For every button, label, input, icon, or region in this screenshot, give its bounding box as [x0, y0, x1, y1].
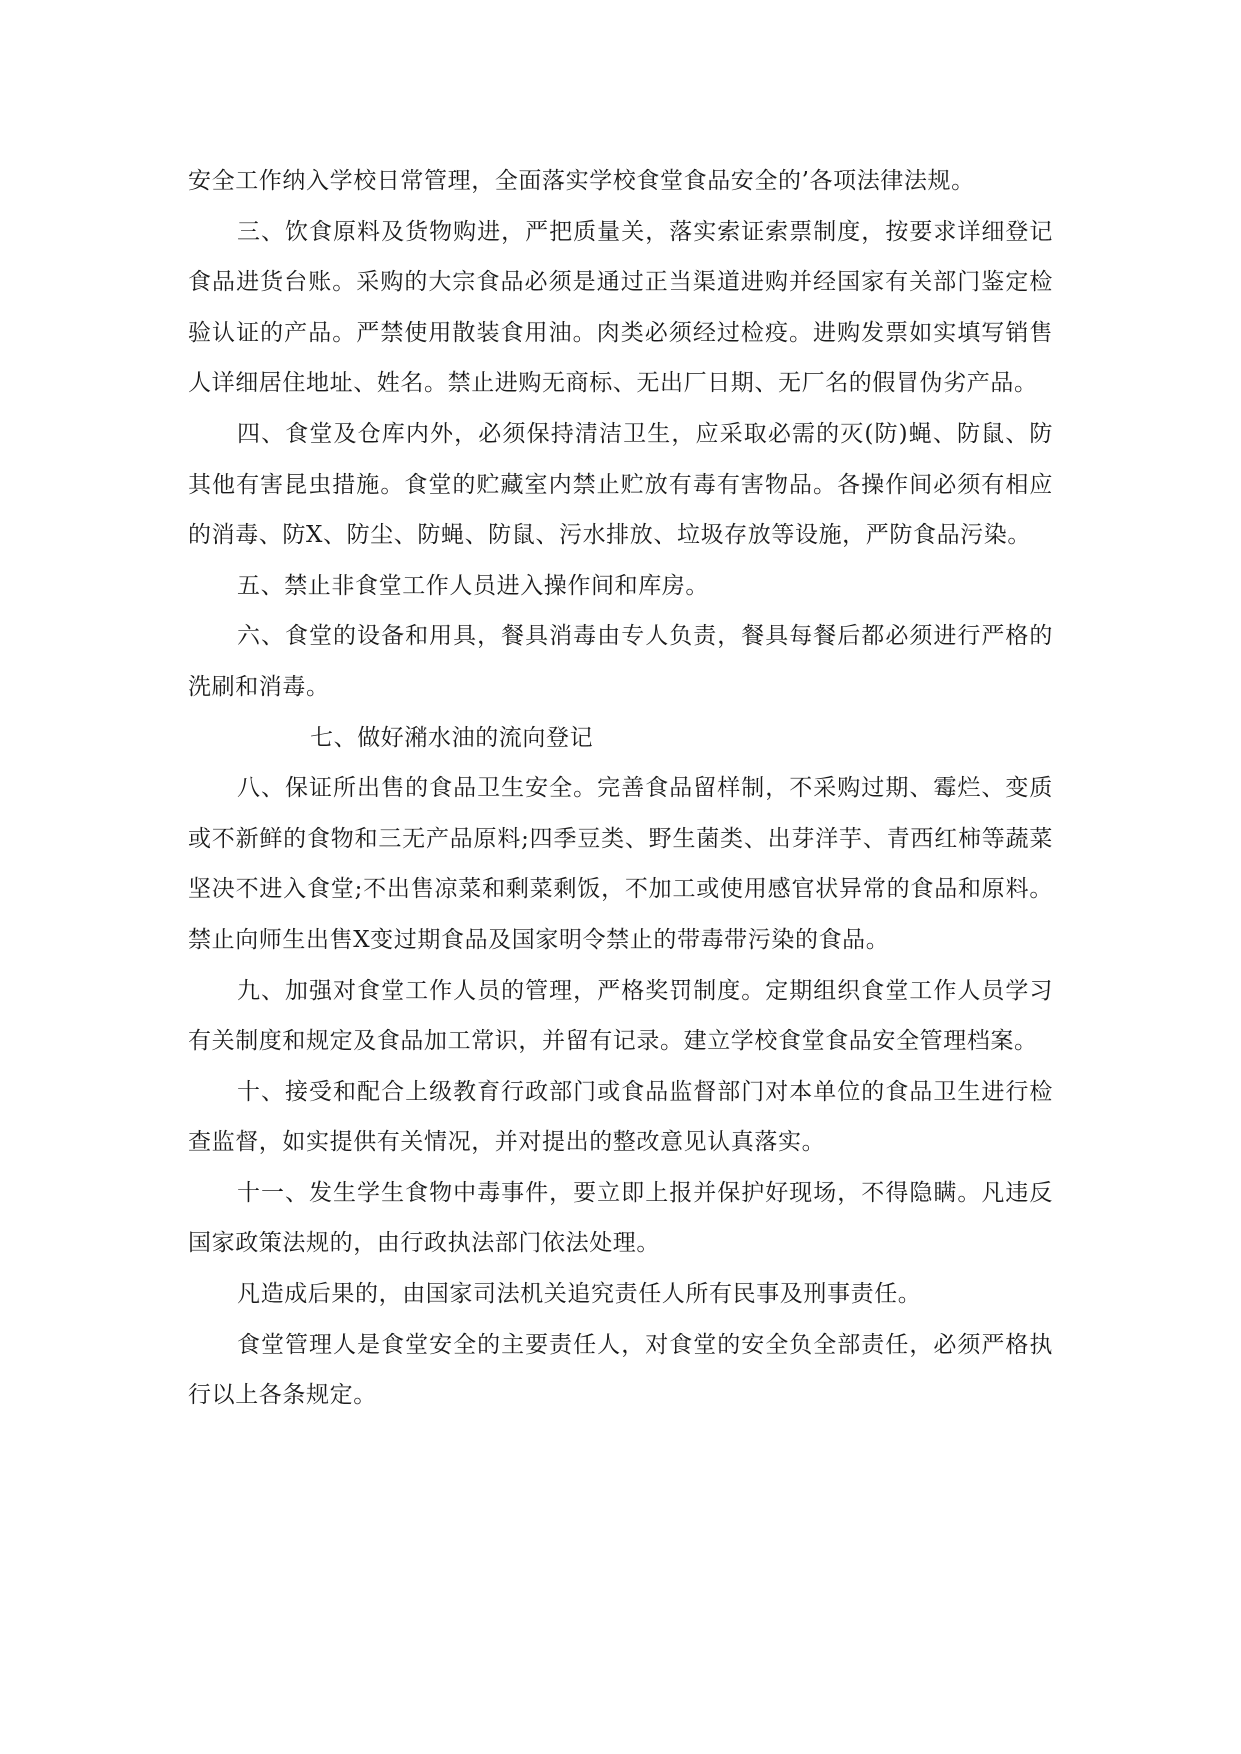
paragraph-item-11-poisoning: 十一、发生学生食物中毒事件，要立即上报并保护好现场，不得隐瞒。凡违反国家政策法规的，由行政执法部门依法处理。 — [188, 1179, 1053, 1257]
paragraph-item-9-staff-management: 九、加强对食堂工作人员的管理，严格奖罚制度。定期组织食堂工作人员学习有关制度和规定及食品加工常识，并留有记录。建立学校食堂食品安全管理档案。 — [188, 977, 1053, 1055]
paragraph-item-10-inspection: 十、接受和配合上级教育行政部门或食品监督部门对本单位的食品卫生进行检查监督，如实提供有关情况，并对提出的整改意见认真落实。 — [188, 1078, 1053, 1156]
document-body — [188, 156, 1053, 1421]
paragraph-item-4-hygiene: 四、食堂及仓库内外，必须保持清洁卫生，应采取必需的灭(防)蝇、防鼠、防其他有害昆虫措施。食堂的贮藏室内禁止贮放有毒有害物品。各操作间必须有相应的消毒、防X、防尘、防蝇、防鼠、污水排放、垃圾存放等设施，严防食品污染。 — [188, 420, 1053, 549]
paragraph-item-8-food-safety: 八、保证所出售的食品卫生安全。完善食品留样制，不采购过期、霉烂、变质或不新鲜的食物和三无产品原料;四季豆类、野生菌类、出芽洋芋、青西红柿等蔬菜坚决不进入食堂;不出售凉菜和剩菜剩饭，不加工或使用感官状异常的食品和原料。禁止向师生出售X变过期食品及国家明令禁止的带毒带污染的食品。 — [188, 775, 1053, 953]
paragraph-continuation: 安全工作纳入学校日常管理，全面落实学校食堂食品安全的’各项法律法规。 — [188, 168, 975, 194]
paragraph-item-3-procurement: 三、饮食原料及货物购进，严把质量关，落实索证索票制度，按要求详细登记食品进货台账。采购的大宗食品必须是通过正当渠道进购并经国家有关部门鉴定检验认证的产品。严禁使用散装食用油。肉类必须经过检疫。进购发票如实填写销售人详细居住地址、姓名。禁止进购无商标、无出厂日期、无厂名的假冒伪劣产品。 — [188, 218, 1053, 397]
paragraph-consequences: 凡造成后果的，由国家司法机关追究责任人所有民事及刑事责任。 — [237, 1281, 922, 1308]
paragraph-item-6-disinfection: 六、食堂的设备和用具，餐具消毒由专人负责，餐具每餐后都必须进行严格的洗刷和消毒。 — [188, 623, 1053, 700]
paragraph-item-7-waste-oil: 七、做好潲水油的流向登记 — [310, 724, 594, 751]
paragraph-manager-responsibility: 食堂管理人是食堂安全的主要责任人，对食堂的安全负全部责任，必须严格执行以上各条规定。 — [188, 1331, 1053, 1409]
paragraph-item-5-access: 五、禁止非食堂工作人员进入操作间和库房。 — [237, 572, 709, 599]
